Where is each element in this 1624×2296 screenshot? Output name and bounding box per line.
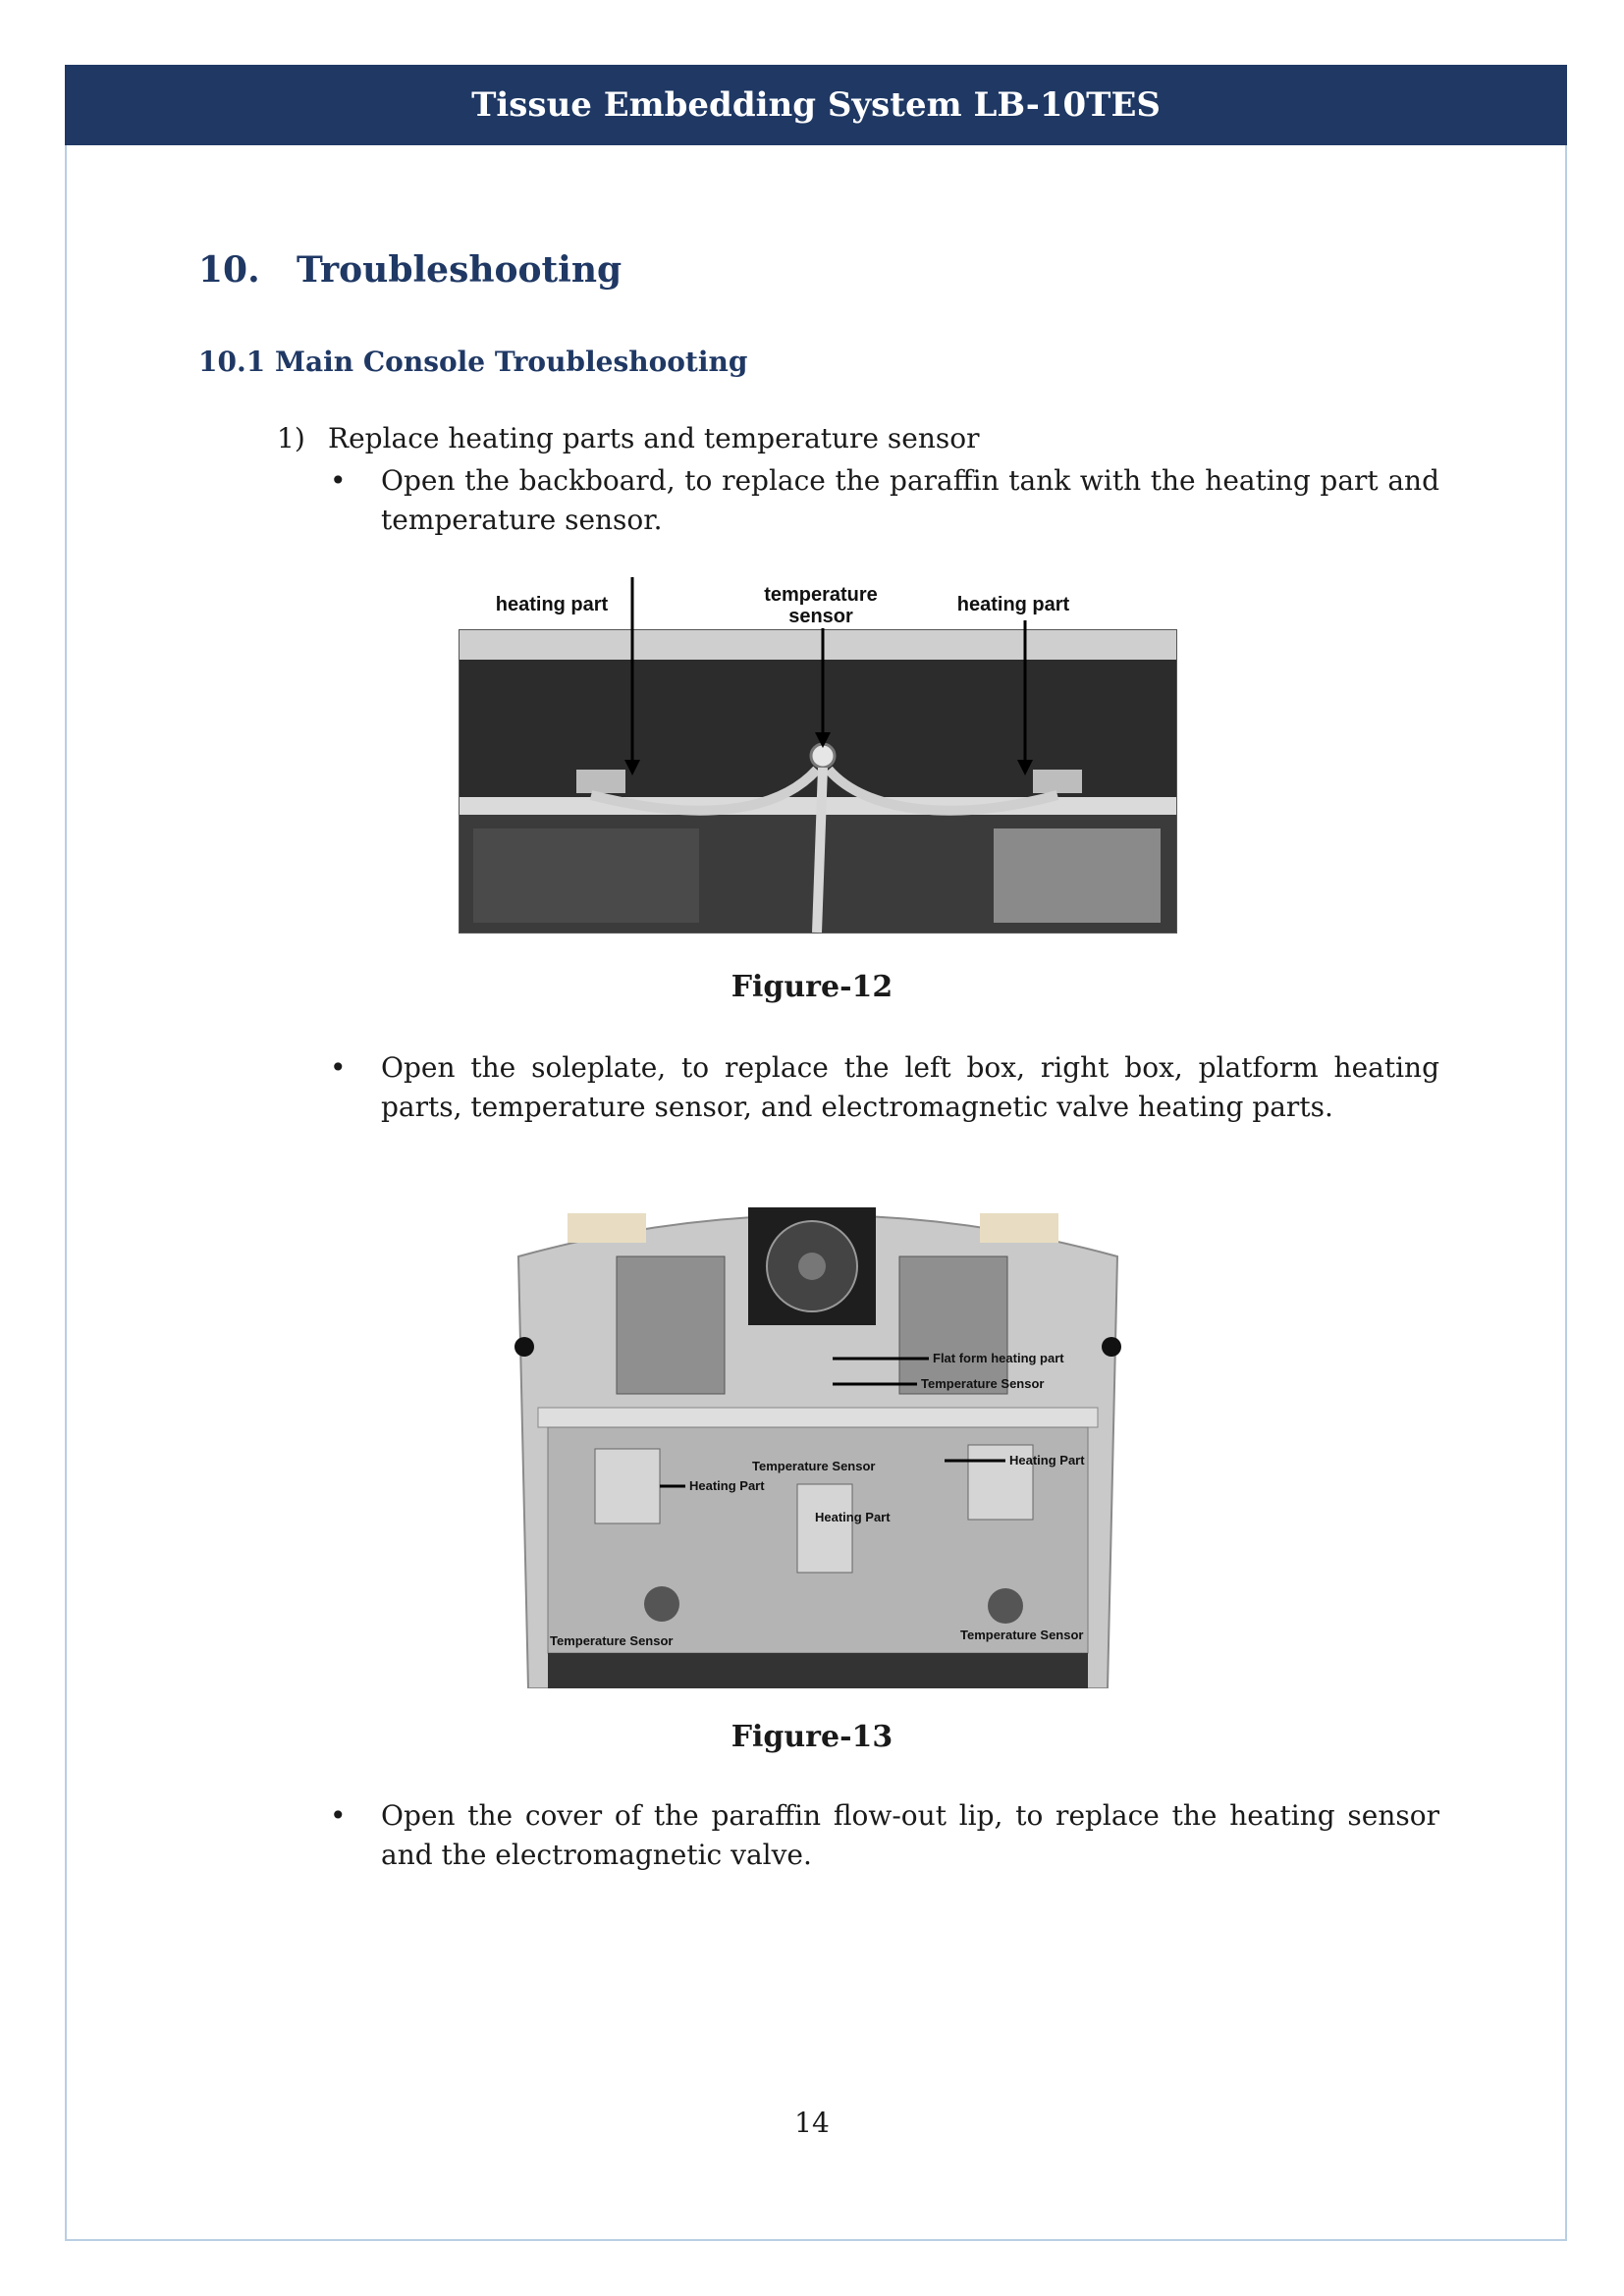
- step-number: 1): [277, 422, 305, 454]
- figure-13-caption: Figure-13: [731, 1720, 893, 1754]
- section-number: 10.: [198, 249, 260, 291]
- step-text: Replace heating parts and temperature sensor: [328, 422, 980, 454]
- fig13-label-heating-part-right: Heating Part: [1009, 1453, 1085, 1468]
- fig13-label-heating-part-left: Heating Part: [689, 1478, 765, 1493]
- page-border: [65, 65, 1567, 2241]
- step-item: [277, 422, 979, 454]
- fig13-label-temp-sensor-top: Temperature Sensor: [921, 1376, 1045, 1391]
- fig12-label-heating-part-right: heating part: [956, 594, 1070, 615]
- bullet-text: Open the cover of the paraffin flow-out lip, to replace the heating sensor and the electromagnetic valve.: [381, 1799, 1439, 1871]
- fig12-label-temperature: temperature: [764, 584, 878, 606]
- subsection-title: Main Console Troubleshooting: [275, 346, 748, 378]
- fig12-label-sensor: sensor: [788, 606, 853, 627]
- fig12-label-heating-part-left: heating part: [495, 594, 609, 615]
- bullet-icon: •: [330, 1051, 347, 1084]
- figure-12-caption: Figure-12: [731, 970, 893, 1004]
- bullet-item: [330, 1796, 1439, 1875]
- fig13-label-flat-form-heating: Flat form heating part: [933, 1351, 1064, 1365]
- figure-12-image: [444, 577, 1190, 950]
- bullet-icon: •: [330, 464, 347, 497]
- section-title: Troubleshooting: [297, 249, 623, 291]
- fig13-label-temp-sensor-right: Temperature Sensor: [960, 1628, 1084, 1642]
- bullet-text: Open the backboard, to replace the paraffin tank with the heating part and temperature sensor.: [381, 464, 1439, 536]
- subsection-heading: [198, 346, 747, 378]
- bullet-text: Open the soleplate, to replace the left box, right box, platform heating parts, temperature sensor, and electromagnetic valve heating parts.: [381, 1051, 1439, 1123]
- bullet-icon: •: [330, 1799, 347, 1832]
- bullet-item: [330, 1048, 1439, 1127]
- fig13-label-temp-sensor-middle: Temperature Sensor: [752, 1459, 876, 1473]
- subsection-number: 10.1: [198, 346, 266, 378]
- fig13-label-temp-sensor-left: Temperature Sensor: [550, 1633, 674, 1648]
- figure-13-image: [509, 1194, 1127, 1688]
- bullet-item: [330, 461, 1439, 540]
- page-number: 14: [794, 2107, 830, 2139]
- document-header: Tissue Embedding System LB-10TES: [65, 65, 1567, 145]
- fig13-label-heating-part-center: Heating Part: [815, 1510, 891, 1524]
- section-heading: [198, 249, 622, 291]
